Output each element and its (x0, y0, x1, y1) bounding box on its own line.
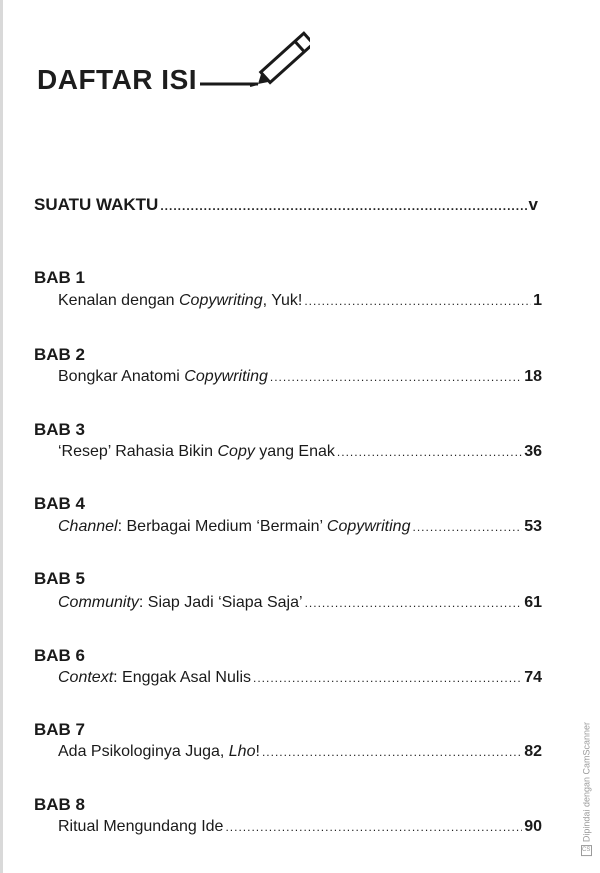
preface-label: SUATU WAKTU (34, 195, 159, 214)
chapter-title-part: Ada Psikologinya Juga, (58, 743, 229, 760)
chapter-title (58, 443, 335, 461)
chapter-title (58, 743, 260, 761)
leader-dots (304, 294, 531, 308)
pencil-icon (198, 16, 310, 96)
chapter-title-part: ‘Resep’ Rahasia Bikin (58, 443, 218, 460)
leader-dots (253, 671, 522, 685)
chapter-title-part: ! (255, 743, 260, 760)
chapter-title-part: Ritual Mengundang Ide (58, 818, 224, 835)
chapter-title-part: Bongkar Anatomi (58, 368, 185, 385)
chapter-title-part: , Yuk! (262, 292, 303, 309)
chapter-page: 82 (524, 743, 542, 760)
chapter-title-part: Context (58, 669, 114, 686)
toc-entry (58, 594, 542, 612)
chapter-title (58, 594, 303, 612)
leader-dots (225, 820, 522, 834)
chapter-title-part: Copywriting (179, 292, 263, 309)
chapter-title-part: Lho (228, 743, 256, 760)
chapter-label: BAB 6 (34, 646, 86, 665)
chapter-title-part: Copywriting (326, 518, 411, 535)
chapter-label: BAB 1 (34, 268, 86, 287)
chapter-page: 1 (533, 292, 542, 309)
leader-dots (305, 596, 523, 610)
chapter-title (58, 518, 410, 536)
chapter-title (58, 292, 302, 310)
chapter-title-part: yang Enak (254, 443, 335, 460)
page-edge (0, 0, 3, 873)
page-title: DAFTAR ISI (37, 64, 198, 95)
toc-entry (58, 669, 542, 687)
chapter-label: BAB 7 (34, 720, 86, 739)
chapter-title (58, 669, 251, 687)
chapter-title-part: Channel (58, 518, 118, 535)
chapter-page: 90 (524, 818, 542, 835)
chapter-label: BAB 8 (34, 795, 86, 814)
camscanner-logo: CS (581, 845, 592, 856)
toc-entry (58, 818, 542, 836)
toc-entry (58, 443, 542, 461)
chapter-title (58, 368, 268, 386)
toc-entry (58, 292, 542, 310)
watermark-text: Dipindai dengan CamScanner (581, 722, 592, 843)
toc-preface (34, 195, 538, 215)
leader-dots (270, 370, 522, 384)
chapter-page: 61 (524, 594, 542, 611)
chapter-label: BAB 5 (34, 569, 86, 588)
leader-dots (160, 199, 526, 213)
chapter-page: 18 (524, 368, 542, 385)
chapter-title (58, 818, 223, 836)
chapter-title-part: Community (58, 594, 139, 611)
leader-dots (262, 745, 522, 759)
chapter-title-part: : Berbagai Medium ‘Bermain’ (117, 518, 327, 535)
chapter-title-part: : Siap Jadi ‘Siapa Saja’ (138, 594, 303, 611)
toc-entry (58, 518, 542, 536)
toc-entry (58, 743, 542, 761)
camscanner-watermark (581, 722, 592, 856)
chapter-label: BAB 3 (34, 420, 86, 439)
leader-dots (412, 520, 522, 534)
chapter-title-part: Copy (217, 443, 255, 460)
chapter-title-part: : Enggak Asal Nulis (113, 669, 251, 686)
chapter-page: 53 (524, 518, 542, 535)
chapter-page: 36 (524, 443, 542, 460)
chapter-label: BAB 2 (34, 345, 86, 364)
chapter-title-part: Copywriting (184, 368, 268, 385)
toc-entry (58, 368, 542, 386)
chapter-page: 74 (524, 669, 542, 686)
preface-page: v (528, 195, 538, 214)
leader-dots (337, 445, 522, 459)
chapter-title-part: Kenalan dengan (58, 292, 179, 309)
chapter-label: BAB 4 (34, 494, 86, 513)
